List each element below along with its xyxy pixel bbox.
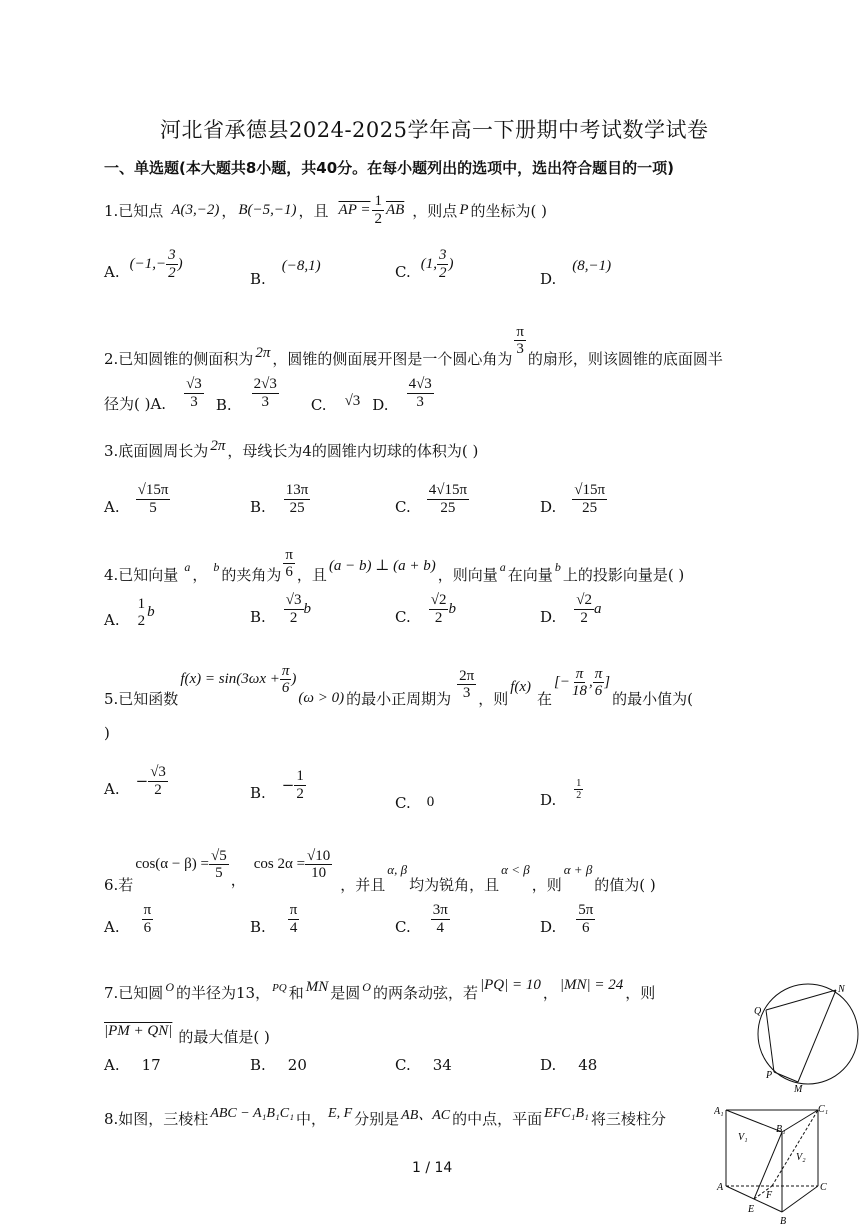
numerator: 1 [296,768,304,784]
option-fraction [148,764,168,798]
eq2-fraction [305,848,332,882]
label-b: B [780,1216,787,1226]
denominator: 5 [149,499,157,516]
option-fraction [288,902,300,936]
q4-text-e: 在向量 [507,566,553,584]
denominator: 5 [215,865,223,881]
option-value [130,247,183,281]
edge-bc [782,1186,818,1212]
q8-prism: ABC − A₁B₁C₁ [210,1105,294,1121]
numerator: √15π [137,482,169,498]
q6-text-c: 均为锐角，且 [409,876,500,894]
option-label: B. [250,918,266,936]
q1-option-b[interactable] [250,258,321,288]
denominator: 2 [137,612,146,629]
numerator: π [575,665,584,682]
q4-option-b[interactable] [250,592,311,626]
label-c1: C₁ [818,1104,829,1115]
q7-circle-o: O [165,980,174,994]
option-value [421,247,454,281]
q6-sep: ， [230,871,246,889]
q1-frac-numerator: 1 [374,193,382,209]
label-e: E [748,1204,755,1215]
denominator: 25 [582,499,598,516]
option-fraction [136,482,171,516]
option-label: A. [104,780,120,798]
q2-option-d[interactable] [407,376,434,410]
q4-sep: ， [192,566,208,584]
q7-circle-figure [752,982,864,1092]
option-label: A. [104,263,120,281]
q7-text-g: 的最大值是( ) [178,1028,270,1046]
q5-text-b: 的最小正周期为 [346,690,452,708]
label-v1: V₁ [738,1132,748,1143]
q3-option-a[interactable] [104,482,170,516]
question-2-options [104,376,434,414]
q7-condition-1: |PQ| = 10 [479,977,541,993]
numerator: √15π [574,482,606,498]
option-value [136,596,155,629]
q7-expression: |PM + QN| [104,1023,173,1039]
denominator: 3 [261,393,269,410]
question-7-stem [104,972,655,1003]
q2-option-b[interactable] [252,376,279,410]
label-a1: A₁ [714,1106,724,1117]
q4-text-b: 的夹角为 [221,566,282,584]
question-8-stem [104,1098,666,1129]
option-value: (8,−1) [572,258,612,274]
option-fraction [429,592,449,626]
q2-option-c[interactable]: √3 [344,393,361,409]
q5-text-e: 的最小值为( [612,690,693,708]
numerator: √10 [307,847,331,864]
q7-option-c[interactable] [395,1056,452,1074]
q1-text-a: 1.已知点 [104,201,164,220]
label-a: A [717,1182,724,1193]
q4-text-c: ，且 [296,566,327,584]
q2-text-c: 的扇形，则该圆锥的底面圆半 [527,350,723,368]
option-label: B. [250,784,266,802]
numerator: 3π [432,902,448,918]
denominator: 10 [311,865,327,881]
option-label: B. [250,608,266,626]
q8-plane: EFC₁B₁ [544,1105,589,1121]
q1-point-a: A(3,−2) [171,201,220,218]
q8-text-c: 分别是 [354,1110,400,1128]
option-fraction [284,482,311,516]
q2-text-d: 径为( )A. [104,395,167,413]
chord-pm [774,1072,798,1082]
option-value [136,764,168,798]
label-n: N [838,984,845,995]
q6-eq1 [135,848,228,882]
option-sign: − [281,776,295,794]
page-title: 河北省承德县2024-2025学年高一下册期中考试数学试卷 [160,118,709,142]
denominator: 25 [440,499,456,516]
q5-option-c[interactable] [395,794,434,812]
option-label: C. [395,794,411,812]
option-fraction [572,482,607,516]
option-label: B. [250,270,266,288]
numerator: 1 [137,596,146,612]
option-prefix: (−1,− [129,255,167,272]
option-label: C. [395,498,411,516]
q1-vector-ap: AP = [338,201,371,218]
question-5-stem [104,660,693,709]
numerator: √3 [186,376,202,392]
denominator: 2 [296,785,304,802]
q4-text-d: ，则向量 [437,566,498,584]
option-fraction [574,592,594,626]
option-value: 0 [426,794,435,810]
q5-condition: (ω > 0) [298,690,345,706]
q6-alpha-beta: α, β [387,861,408,877]
denominator: 25 [289,499,305,516]
option-label: B. [250,498,266,516]
interval-right [593,666,605,700]
q5-text-f: ) [104,724,110,742]
denominator: 2 [438,264,447,281]
q6-option-a[interactable] [104,902,153,936]
q7-text-f: ，则 [625,984,656,1002]
question-1-stem [104,193,547,227]
page-number: 1 / 14 [412,1160,453,1176]
denominator: 18 [572,683,588,699]
denominator: 3 [416,393,424,410]
option-value [284,592,311,626]
numerator: π [516,323,524,340]
option-value: 34 [432,1056,452,1074]
numerator: π [289,902,298,918]
q7-text-b: 的半径为13， [175,984,271,1002]
q6-sum: α + β [563,861,593,877]
q3-text-a: 3.底面圆周长为 [104,442,209,460]
q1-vector-ab: $\overline{AB}$ [385,201,405,218]
eq1-fraction [209,848,229,882]
option-vector: b [303,600,312,617]
q2-option-b-label[interactable]: B. [215,396,232,414]
q7-text-a: 7.已知圆 [104,984,164,1002]
numerator: √2 [576,592,592,608]
edge-b1c1 [782,1110,818,1132]
option-value: 48 [578,1056,598,1074]
q6-text-a: 6.若 [104,876,134,894]
option-fraction [284,592,304,626]
numerator: π [143,902,152,918]
option-label: D. [540,498,557,516]
q2-option-a[interactable] [184,376,204,410]
q6-option-b[interactable] [250,902,299,936]
denominator: 2 [576,790,582,801]
q1-fraction [372,193,384,227]
edge-a1b1 [726,1110,782,1132]
option-label: D. [540,791,557,809]
option-label: A. [104,611,120,629]
q8-text-e: 将三棱柱分 [590,1110,666,1128]
q4-text-f: 上的投影向量是( ) [562,566,685,584]
q5-option-b[interactable] [250,768,306,802]
option-label: C. [395,1056,411,1074]
numerator: √3 [285,592,302,608]
chord-qn [766,990,836,1010]
q6-option-c[interactable] [395,902,450,936]
numerator: 13π [285,482,309,498]
q7-condition-2: |MN| = 24 [559,977,624,993]
q2-area: 2π [255,345,271,361]
q6-text-b: ，并且 [340,876,386,894]
q2-option-c-label[interactable]: C. [310,396,327,414]
eq2-prefix: cos 2α = [253,856,306,872]
q8-text-d: 的中点，平面 [452,1110,543,1128]
interval-left [570,666,589,700]
q5-fx: f(x) [510,679,532,695]
q7-text-c: 和 [288,984,304,1002]
option-label: A. [104,498,120,516]
q8-points-ef: E, F [328,1105,353,1121]
q7-chord-pq: PQ [272,981,287,994]
numerator: 3 [168,247,176,263]
q8-prism-figure [714,1100,834,1226]
label-v2: V₂ [796,1152,806,1163]
q8-text-a: 8.如图，三棱柱 [104,1110,209,1128]
q3-option-c[interactable] [395,482,469,516]
denominator: 2 [154,781,162,798]
denominator: 6 [143,919,152,936]
option-vector: b [448,600,456,617]
denominator: 4 [436,919,444,936]
denominator: 6 [582,919,590,936]
option-value [574,592,601,626]
q1-option-d[interactable] [540,258,612,288]
label-q: Q [754,1006,762,1017]
option-label: D. [540,270,557,288]
denominator: 2 [580,609,588,626]
option-value: 20 [287,1056,307,1074]
option-value [429,592,456,626]
q1-option-c[interactable] [395,247,453,281]
q3-option-b[interactable] [250,482,310,516]
q2-angle-fraction [514,324,526,358]
denominator: 2 [434,609,443,626]
option-fraction [427,482,469,516]
denominator: 2 [289,609,298,626]
q4-vector-b-ref: b [554,560,561,574]
option-label: A. [104,918,120,936]
numerator: 3 [438,247,447,263]
q7-text-d: 是圆 [330,984,361,1002]
q4-vector-a: a [184,560,191,574]
q5-option-a[interactable] [104,764,168,798]
q5-option-d[interactable] [540,778,583,809]
option-fraction [166,247,178,281]
denominator: 6 [285,564,293,580]
q5-text-a: 5.已知函数 [104,690,179,708]
q5-text-c: ，则 [478,690,509,708]
q4-vector-a-ref: a [499,560,506,574]
option-label: D. [540,1056,557,1074]
section-heading: 一、单选题(本大题共8小题，共40分。在每小题列出的选项中，选出符合题目的一项) [104,159,675,177]
numerator: 1 [576,778,582,789]
q2-option-d-label[interactable]: D. [372,396,389,414]
denominator: 3 [462,685,471,701]
q1-point-b: B(−5,−1) [238,201,297,218]
q4-vector-b: b [213,560,220,574]
option-suffix: ) [177,255,183,272]
denominator: 2 [168,264,176,281]
q1-frac-denominator: 2 [374,210,382,227]
q4-option-d[interactable] [540,592,602,626]
q7-circle-o-ref: O [362,980,371,994]
q5-interval: [− $\frac{\pi}{18}$ , $\frac{\pi}{6}$ ] [554,665,611,699]
q7-chord-mn: MN [305,979,329,995]
q2-text-a: 2.已知圆锥的侧面积为 [104,350,254,368]
q5-function [180,663,296,697]
option-suffix: ) [448,255,454,272]
numerator: 2√3 [253,376,277,392]
q1-point-p: P [459,201,469,218]
question-3-stem [104,440,478,461]
option-label: C. [395,918,411,936]
q5-text-d: 在 [537,690,553,708]
q6-text-d: ，则 [531,876,562,894]
q7-option-b[interactable] [250,1056,307,1074]
q8-edges: AB、AC [401,1107,451,1123]
label-f: F [766,1190,773,1201]
chord-mn [798,990,836,1082]
option-prefix: (1, [420,255,437,272]
denominator: 4 [289,919,298,936]
option-label: C. [395,608,411,626]
denominator: 3 [516,341,524,357]
q6-condition: α < β [501,861,530,877]
option-label: C. [395,263,411,281]
numerator: 2π [459,667,475,684]
q3-text-b: ，母线长为4的圆锥内切球的体积为( ) [227,442,479,460]
option-vector: a [594,600,602,617]
option-fraction [142,902,154,936]
label-b1: B₁ [776,1124,786,1135]
q3-option-d[interactable] [540,482,607,516]
function-prefix: f(x) = sin(3ωx + [180,671,280,687]
option-value [282,768,306,802]
q6-eq2 [254,848,333,882]
denominator: 6 [594,683,603,699]
numerator: π [594,665,603,682]
option-label: D. [540,608,557,626]
numerator: 4√3 [408,376,432,392]
numerator: √5 [210,847,227,864]
numerator: π [285,546,293,563]
option-value: (−8,1) [281,258,321,274]
numerator: √3 [150,764,166,780]
eq1-prefix: cos(α − β) = [135,856,209,872]
label-m: M [794,1084,803,1092]
denominator: 6 [281,680,290,696]
q7-option-a[interactable] [104,1056,161,1074]
q7-text-e: 的两条动弦，若 [372,984,478,1002]
numerator: √2 [430,592,447,608]
segment-fc1 [772,1110,818,1186]
option-vector: b [147,604,155,620]
numerator: 4√15π [428,482,468,498]
q1-option-a[interactable] [104,247,183,281]
q1-sep: ， [221,201,237,220]
option-fraction [576,902,595,936]
label-c: C [820,1182,827,1193]
circle-o [758,984,858,1084]
question-2-stem [104,312,723,369]
option-label: B. [250,1056,266,1074]
numerator: π [281,662,290,679]
option-value: 17 [141,1056,161,1074]
q4-angle-fraction [283,547,295,581]
option-fraction [437,247,449,281]
numerator: 5π [578,902,594,918]
q6-text-e: 的值为( ) [594,876,656,894]
q4-text-a: 4.已知向量 [104,566,179,584]
function-fraction [280,663,292,697]
option-fraction [431,902,450,936]
q1-text-c: ，则点 [412,201,458,220]
function-suffix: ) [291,671,297,687]
question-6-stem [104,834,656,895]
denominator: 3 [190,393,198,410]
option-fraction [574,778,583,801]
q7-option-d[interactable] [540,1056,597,1074]
option-fraction [294,768,306,802]
q4-option-a[interactable] [104,596,155,629]
option-label: A. [104,1056,120,1074]
q4-condition: (a − b) ⊥ (a + b) [328,558,436,574]
q1-text-d: 的坐标为( ) [470,201,547,220]
option-fraction [136,596,148,629]
q7-sep: ， [542,984,558,1002]
option-sign: − [135,772,149,790]
question-7-stem-line2 [104,1016,270,1047]
q4-option-c[interactable] [395,592,456,626]
q1-text-b: ，且 [298,201,329,220]
q5-period [457,668,476,702]
q3-circumference: 2π [210,438,226,454]
q8-text-b: 中， [296,1110,327,1128]
q2-text-b: ，圆锥的侧面展开图是一个圆心角为 [272,350,513,368]
option-label: D. [540,918,557,936]
question-4-stem [104,542,684,585]
label-p: P [766,1070,773,1081]
q6-option-d[interactable] [540,902,595,936]
